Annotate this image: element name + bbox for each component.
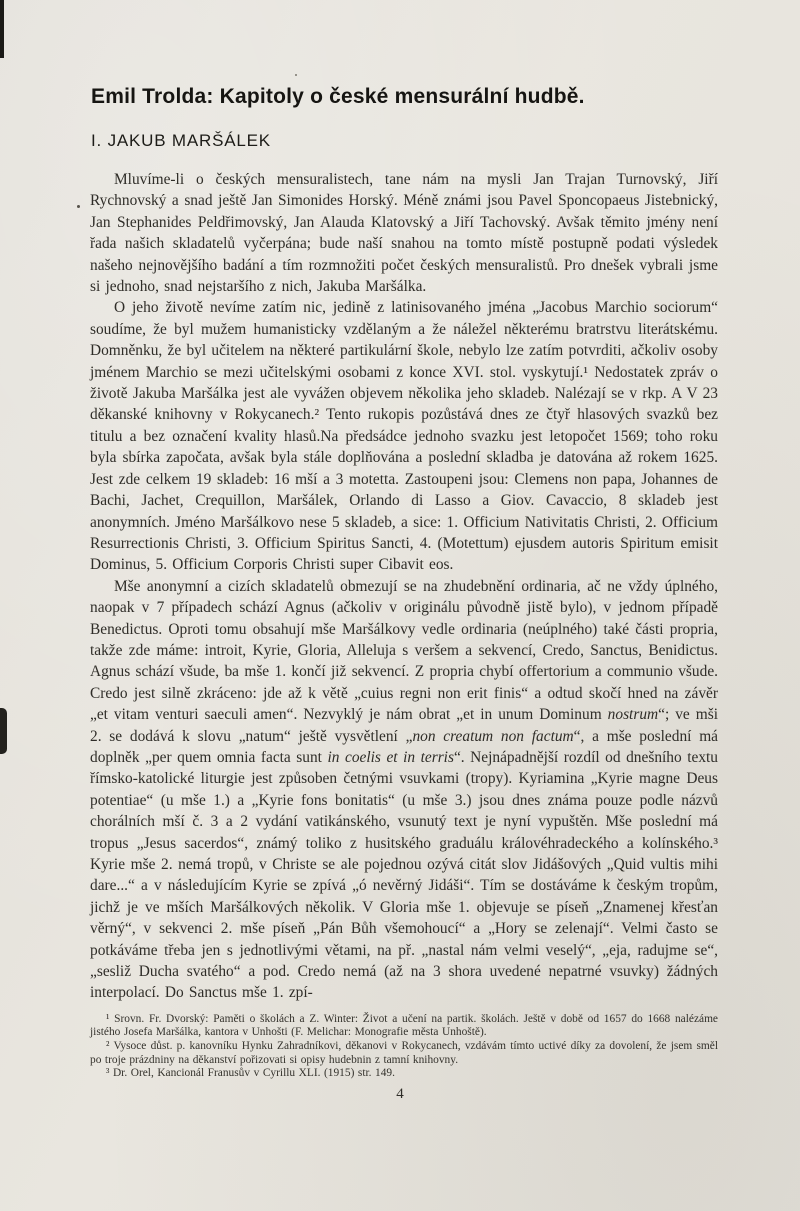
body-paragraph: O jeho životě nevíme zatím nic, jedině z latinisovaného jména „Jacobus Marchio sociorum“ soudíme, že byl mužem humanisticky vzdělaným a že náležel některému bratrstvu literátskému. Domněnku, že byl učitelem na některé partikulární škole, nebylo lze zatím potvrditi, ačkoliv osoby jménem Marchio se mezi učitelskými osobami z konce XVI. stol. vyskytují.¹ Nedostatek zpráv o životě Jakuba Maršálka jest ale vyvážen objevem několika jeho skladeb. Nalézají se v rkp. A V 23 děkanské knihovny v Rokycanech.² Tento rukopis pozůstává dnes ze čtyř hlasových svazků bez titulu a bez označení kvality hlasů.Na předsádce jednoho svazku jest letopočet 1569; toho roku byla sbírka započata, avšak byla stále doplňována a poslední skladba je datována až rokem 1625. Jest zde celkem 19 skladeb: 16 mší a 3 motetta. Zastoupeni jsou: Clemens non papa, Johannes de Bachi, Jachet, Crequillon, Maršálek, Orlando di Lasso a Giov. Cavaccio, 8 skladeb jest anonymních. Jméno Maršálkovo nese 5 skladeb, a sice: 1. Officium Nativitatis Christi, 2. Officium Resurrectionis Christi, 3. Officium Spiritus Sancti, 4. (Motettum) ejusdem autoris Spiritum emisit Dominus, 5. Officium Corporis Christi super Cibavit eos.	[90, 299, 718, 574]
page-number: 4	[396, 1086, 404, 1102]
scan-edge-artifact-top	[0, 0, 4, 58]
scan-speck	[295, 74, 297, 76]
body-paragraph: Mše anonymní a cizích skladatelů obmezují se na zhudebnění ordinaria, ač ne vždy úplného, naopak v 7 případech schází Agnus (ačkoliv v originálu původně jistě bylo), v jednom případě Benedictus. Oproti tomu obsahují mše Maršálkovy vedle ordinaria (neúplného) také části propria, takže zde máme: introit, Kyrie, Gloria, Alleluja s veršem a sekvencí, Credo, Sanctus, Benidictus. Agnus schází všude, ba mše 1. končí již sekvencí. Z propria chybí offertorium a communio všude. Credo jest silně zkráceno: jde až k větě „cuius regni non erit finis“ a odtud skočí hned na závěr „et vitam venturi saeculi amen“. Nezvyklý je nám obrat „et in unum Dominum nostrum“; ve mši 2. se dodává k slovu „natum“ ještě vysvětlení „non creatum non factum“, a mše poslední má doplněk „per quem omnia facta sunt in coelis et in terris“. Nejnápadnější rozdíl od dnešního textu římsko-katolické liturgie jest způsoben četnými vsuvkami (tropy). Kyriamina „Kyrie magne Deus potentiae“ (u mše 1.) a „Kyrie fons bonitatis“ (u mše 3.) jsou dnes známa pouze podle názvů chorálních mší č. 3 a 2 vydání vatikánského, vsunutý text je nyní vypuštěn. Mše poslední má tropus „Jesus sacerdos“, známý toliko z husitského graduálu královéhradeckého a kolínského.³ Kyrie mše 2. nemá tropů, v Christe se ale pojednou ozývá citát slov Jidášových „Quid vultis mihi dare...“ a v následujícím Kyrie se zpívá „ó nevěrný Jidáši“. Tím se dostáváme k českým tropům, jichž je ve mších Maršálkových několik. V Gloria mše 1. objevuje se píseň „Znamenej křesťan věrný“, v sekvenci 2. mše píseň „Pán Bůh všemohoucí“ a „Hory se zelenají“. Velmi často se potkáváme třeba jen s jednotlivými větami, na př. „nastal nám velmi veselý“, „eja, radujme se“, „sesliž Ducha svatého“ a pod. Credo nemá (až na 3 shora uvedené nepatrné vsuvky) žádných interpolací. Do Sanctus mše 1. zpí-	[90, 577, 719, 1002]
scan-speck	[77, 205, 80, 208]
footnote: ² Vysoce důst. p. kanovníku Hynku Zahradníkovi, děkanovi v Rokycanech, vzdávám tímto uctivé díky za dovolení, že jsem směl po troje prázdniny na děkanství pořizovati si opisy hudebnin z tamní knihovny.	[90, 1040, 718, 1066]
article-body	[90, 169, 718, 1004]
page-content	[90, 84, 718, 1081]
footnote: ³ Dr. Orel, Kancionál Franusův v Cyrillu XLI. (1915) str. 149.	[106, 1067, 395, 1080]
scan-edge-artifact-mid	[0, 708, 7, 754]
footnotes	[90, 1013, 718, 1081]
section-heading: I. JAKUB MARŠÁLEK	[91, 131, 271, 150]
footnote: ¹ Srovn. Fr. Dvorský: Paměti o školách a Z. Winter: Život a učení na partik. školách. Ještě v době od 1657 do 1668 nalézáme jistého Josefa Maršálka, kantora v Unhošti (F. Melichar: Monografie města Unhoště).	[90, 1012, 718, 1039]
body-paragraph: Mluvíme-li o českých mensuralistech, tane nám na mysli Jan Trajan Turnovský, Jiří Rychnovský a snad ještě Jan Simonides Horský. Méně známi jsou Pavel Sponcopaeus Jistebnický, Jan Stephanides Peldřimovský, Jan Alauda Klatovský a Jiří Tachovský. Avšak těmito jmény není řada našich skladatelů vyčerpána; bude naší snahou na tomto místě postupně podati výsledek našeho nejnovějšího badání a tím rozmnožiti počet českých mensuralistů. Pro dnešek vybrali jsme si jednoho, snad nejstaršího z nich, Jakuba Maršálka.	[90, 171, 718, 296]
article-title: Emil Trolda: Kapitoly o české mensurální hudbě.	[91, 85, 585, 108]
